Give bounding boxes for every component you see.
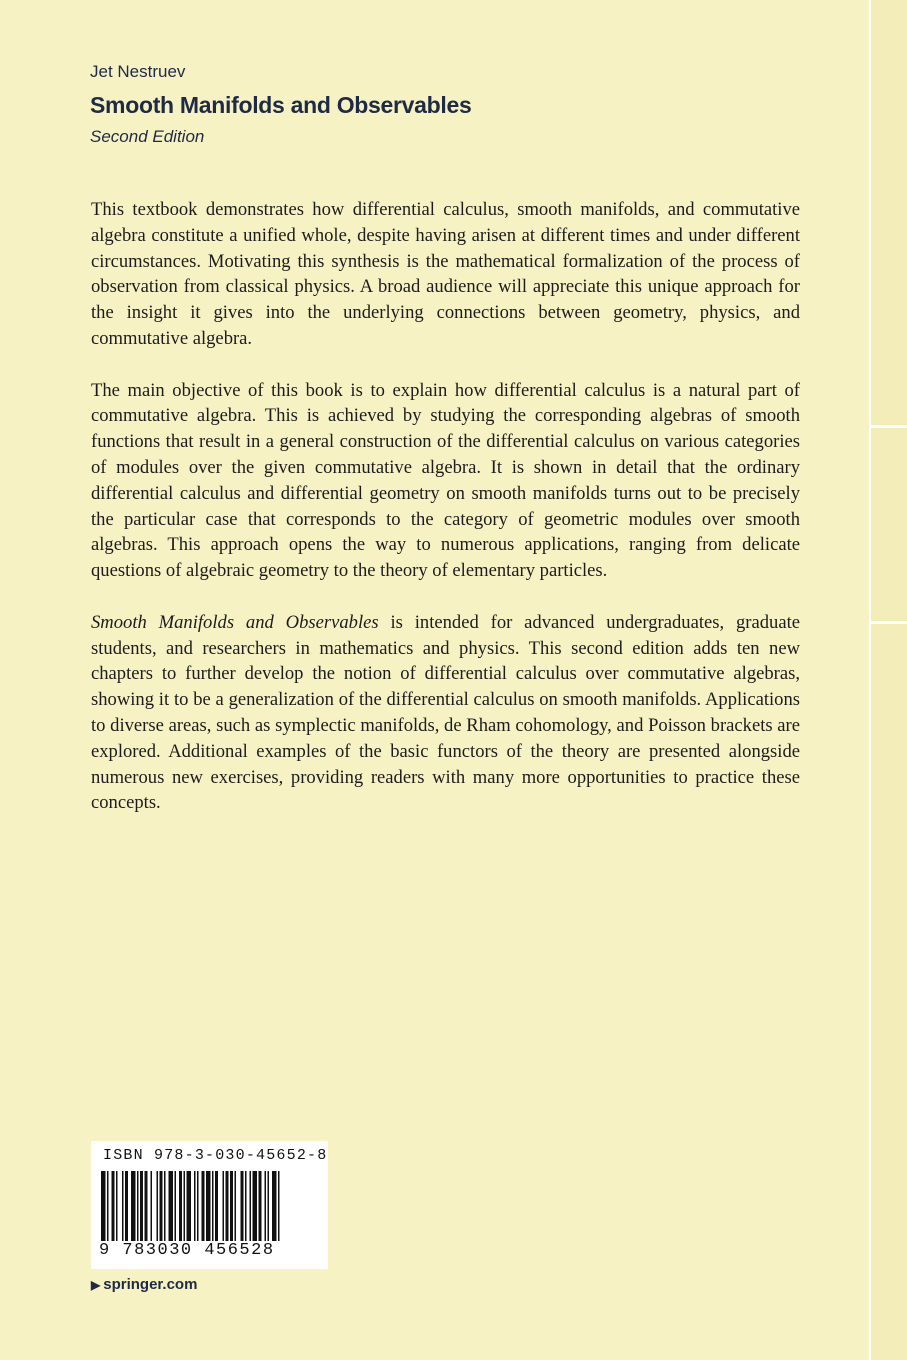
- publisher-url: springer.com: [103, 1276, 198, 1293]
- book-title: Smooth Manifolds and Observables: [90, 92, 472, 118]
- author-name: Jet Nestruev: [90, 62, 186, 81]
- barcode-bars: [99, 1171, 321, 1241]
- spine-divider: [871, 425, 907, 428]
- description-paragraph-2: The main objective of this book is to explain how differential calculus is a natural part of commutative algebra. This is achieved by studying the corresponding algebras of smooth functions that result in a general construction of the differential calculus on various categories of modules over the given commutative algebra. It is shown in detail that the ordinary differential calculus and differential geometry on smooth manifolds turns out to be precisely the particular case that corresponds to the category of geometric modules over smooth algebras. This approach opens the way to numerous applications, ranging from delicate questions of algebraic geometry to the theory of elementary particles.: [91, 379, 800, 582]
- spine-divider: [871, 621, 907, 624]
- isbn-barcode: [91, 1141, 328, 1269]
- description-paragraph-3: [91, 610, 800, 816]
- book-title-italic: Smooth Manifolds and Observables: [91, 611, 379, 633]
- edition-label: Second Edition: [90, 127, 205, 146]
- description-block: [91, 197, 800, 842]
- spine-strip: [869, 0, 907, 1360]
- barcode-digits: 9 783030 456528: [99, 1241, 275, 1260]
- isbn-label: ISBN 978-3-030-45652-8: [103, 1147, 328, 1164]
- description-paragraph-1: This textbook demonstrates how differential calculus, smooth manifolds, and commutative algebra constitute a unified whole, despite having arisen at different times and under different circumstances. Motivating this synthesis is the mathematical formalization of the process of observation from classical physics. A broad audience will appreciate this unique approach for the insight it gives into the underlying connections between geometry, physics, and commutative algebra.: [91, 199, 800, 349]
- publisher-link[interactable]: [91, 1276, 197, 1293]
- description-paragraph-3-text: is intended for advanced undergraduates, graduate students, and researchers in mathematics and physics. This second edition adds ten new chapters to further develop the notion of differential calculus over commutative algebras, showing it to be a generalization of the differential calculus on smooth manifolds. Applications to diverse areas, such as symplectic manifolds, de Rham cohomology, and Poisson brackets are explored. Additional examples of the basic functors of the theory are presented alongside numerous new exercises, providing readers with many more opportunities to practice these concepts.: [91, 611, 800, 814]
- triangle-right-icon: ▶: [91, 1278, 101, 1292]
